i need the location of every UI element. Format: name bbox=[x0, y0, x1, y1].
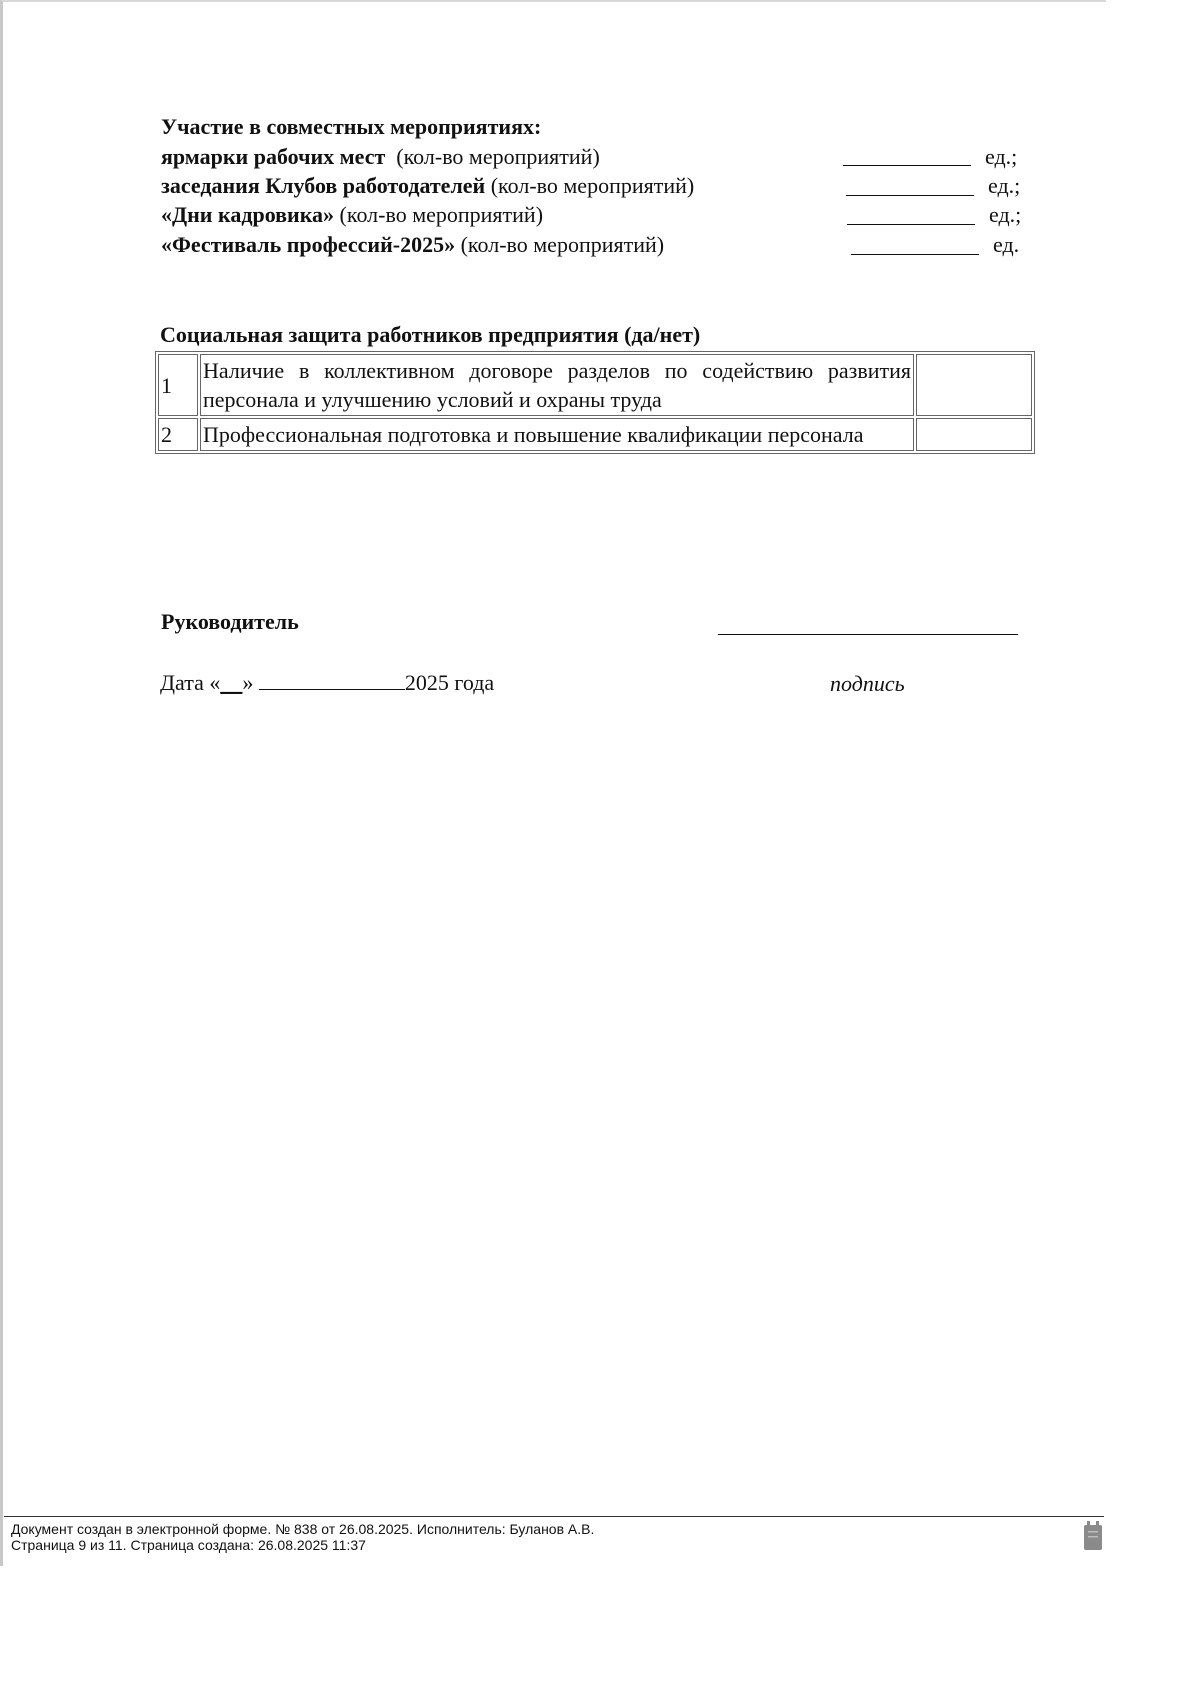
event-row-note: (кол-во мероприятий) bbox=[490, 173, 695, 198]
event-count-field-festival[interactable] bbox=[851, 254, 979, 255]
event-unit: ед.; bbox=[985, 144, 1018, 169]
event-row-label: «Фестиваль профессий-2025» bbox=[161, 232, 456, 257]
event-row-note: (кол-во мероприятий) bbox=[460, 232, 665, 257]
event-row-label: ярмарки рабочих мест bbox=[161, 144, 386, 169]
event-row-hr-days bbox=[161, 202, 543, 228]
event-unit: ед.; bbox=[988, 173, 1021, 198]
date-year: 2025 года bbox=[404, 670, 495, 695]
row-text: Наличие в коллективном договоре разделов по содействию развития персонала и улучшению условий и охраны труда bbox=[200, 354, 914, 416]
event-unit: ед.; bbox=[989, 202, 1022, 227]
table-row bbox=[158, 418, 1032, 451]
table-row bbox=[158, 354, 1032, 416]
footer-doc-info: Документ создан в электронной форме. № 838 от 26.08.2025. Исполнитель: Буланов А.В. bbox=[11, 1521, 595, 1537]
row-number: 1 bbox=[158, 354, 198, 416]
date-month-blank[interactable] bbox=[259, 669, 405, 690]
footer-divider bbox=[4, 1516, 1104, 1517]
event-count-field-job-fairs[interactable] bbox=[843, 165, 971, 166]
signatory-role: Руководитель bbox=[161, 609, 299, 634]
event-count-field-employer-clubs[interactable] bbox=[846, 195, 974, 196]
date-prefix: Дата « bbox=[160, 670, 221, 695]
date-mid: » bbox=[242, 670, 259, 695]
footer-page-info: Страница 9 из 11. Страница создана: 26.08.2025 11:37 bbox=[11, 1537, 366, 1553]
answer-cell[interactable] bbox=[916, 418, 1032, 451]
event-row-note: (кол-во мероприятий) bbox=[396, 144, 600, 169]
event-row-festival bbox=[161, 232, 664, 258]
event-row-label: «Дни кадровика» bbox=[161, 202, 335, 227]
event-row-note: (кол-во мероприятий) bbox=[339, 202, 544, 227]
event-row-employer-clubs bbox=[161, 173, 694, 199]
date-line bbox=[160, 669, 494, 696]
date-day-blank[interactable]: __ bbox=[220, 670, 243, 695]
event-unit: ед. bbox=[993, 232, 1020, 257]
event-row-job-fairs bbox=[161, 144, 600, 170]
social-table bbox=[155, 351, 1035, 454]
row-text: Профессиональная подготовка и повышение квалификации персонала bbox=[200, 418, 914, 451]
events-heading: Участие в совместных мероприятиях: bbox=[161, 114, 542, 139]
seal-icon bbox=[1083, 1521, 1103, 1551]
event-row-label: заседания Клубов работодателей bbox=[161, 173, 486, 198]
event-count-field-hr-days[interactable] bbox=[847, 224, 975, 225]
row-number: 2 bbox=[158, 418, 198, 451]
signature-field[interactable] bbox=[718, 634, 1018, 635]
answer-cell[interactable] bbox=[916, 354, 1032, 416]
signature-caption: подпись bbox=[830, 671, 905, 696]
social-section-title: Социальная защита работников предприятия (да/нет) bbox=[160, 322, 701, 347]
